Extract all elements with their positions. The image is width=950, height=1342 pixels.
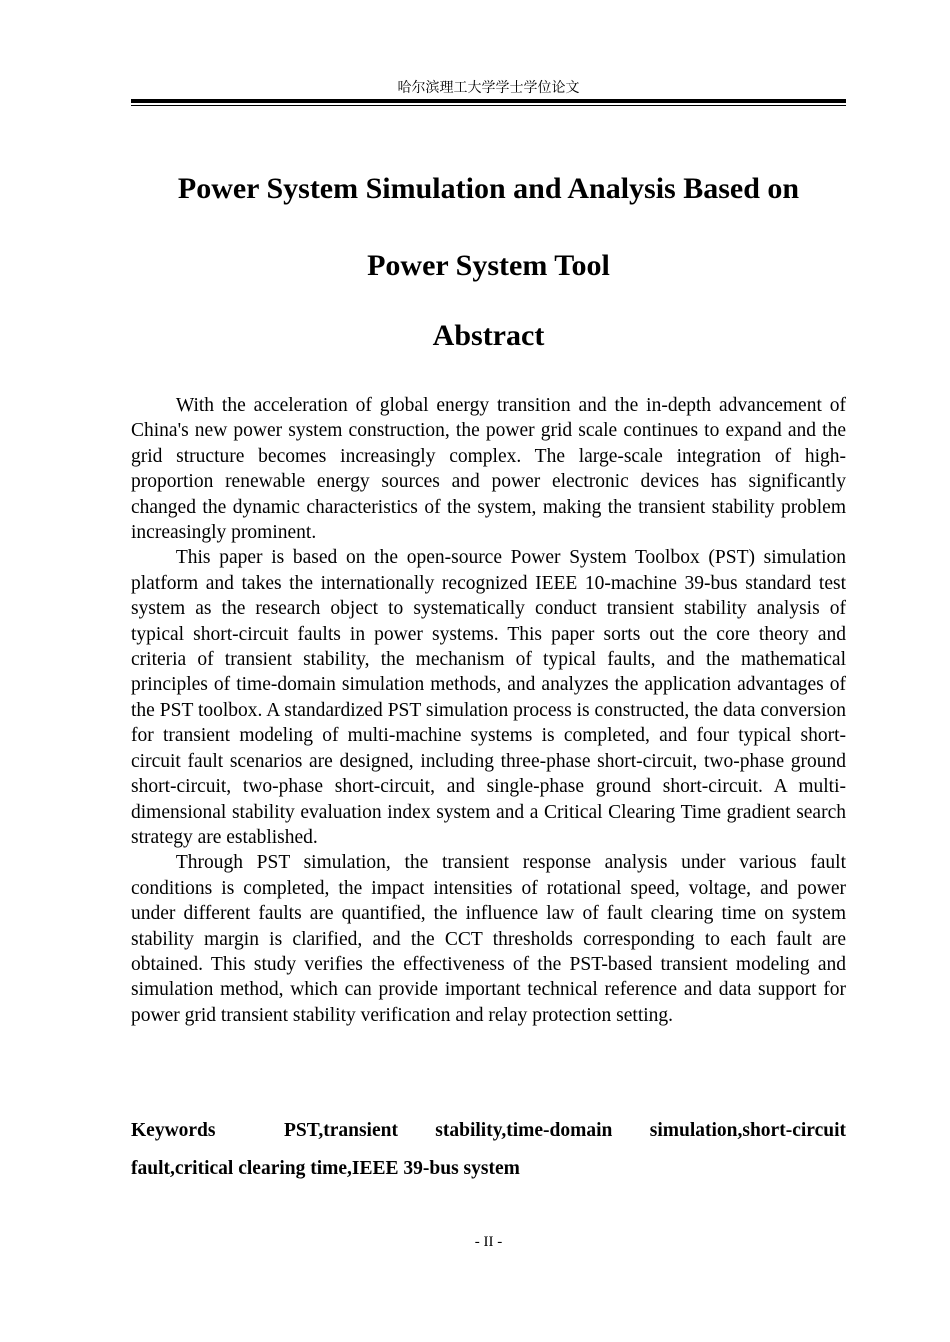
- page-number: - II -: [474, 1234, 503, 1250]
- running-header: 哈尔滨理工大学学士学位论文: [397, 80, 580, 96]
- abstract-body: [131, 393, 846, 1028]
- paper-title-line-1: Power System Simulation and Analysis Based on: [177, 172, 800, 205]
- paper-title-line-2: Power System Tool: [367, 249, 610, 282]
- keywords-block: [131, 1112, 846, 1188]
- header-rule-thick: [131, 99, 846, 103]
- paper-title: [131, 150, 846, 304]
- abstract-paragraph-2: This paper is based on the open-source Power System Toolbox (PST) simulation platform and takes the internationally recognized IEEE 10-machine 39-bus standard test system as the research object to systematically conduct transient stability analysis of typical short-circuit faults in power systems. This paper sorts out the core theory and criteria of transient stability, the mechanism of typical faults, and the mathematical principles of time-domain simulation methods, and analyzes the application advantages of the PST toolbox. A standardized PST simulation process is constructed, the data conversion for transient modeling of multi-machine systems is completed, and four typical short-circuit fault scenarios are designed, including three-phase short-circuit, two-phase ground short-circuit, two-phase short-circuit, and single-phase ground short-circuit. A multi-dimensional stability evaluation index system and a Critical Clearing Time gradient search strategy are established.: [131, 547, 846, 848]
- thesis-page: [131, 0, 846, 1342]
- keywords-list: PST,transient stability,time-domain simulation,short-circuit fault,critical clearing time,IEEE 39-bus system: [131, 1120, 846, 1179]
- abstract-heading: Abstract: [432, 319, 545, 352]
- header-rule-thin: [131, 105, 846, 106]
- abstract-paragraph-1: With the acceleration of global energy transition and the in-depth advancement of China's new power system construction, the power grid scale continues to expand and the grid structure becomes increasingly complex. The large-scale integration of high-proportion renewable energy sources and power electronic devices has significantly changed the dynamic characteristics of the system, making the transient stability problem increasingly prominent.: [131, 395, 846, 544]
- abstract-paragraph-3: Through PST simulation, the transient response analysis under various fault conditions is completed, the impact intensities of rotational speed, voltage, and power under different faults are quantified, the influence law of fault clearing time on system stability margin is clarified, and the CCT thresholds corresponding to each fault are obtained. This study verifies the effectiveness of the PST-based transient modeling and simulation method, which can provide important technical reference and data support for power grid transient stability verification and relay protection setting.: [131, 852, 846, 1026]
- keywords-label: Keywords: [131, 1120, 216, 1141]
